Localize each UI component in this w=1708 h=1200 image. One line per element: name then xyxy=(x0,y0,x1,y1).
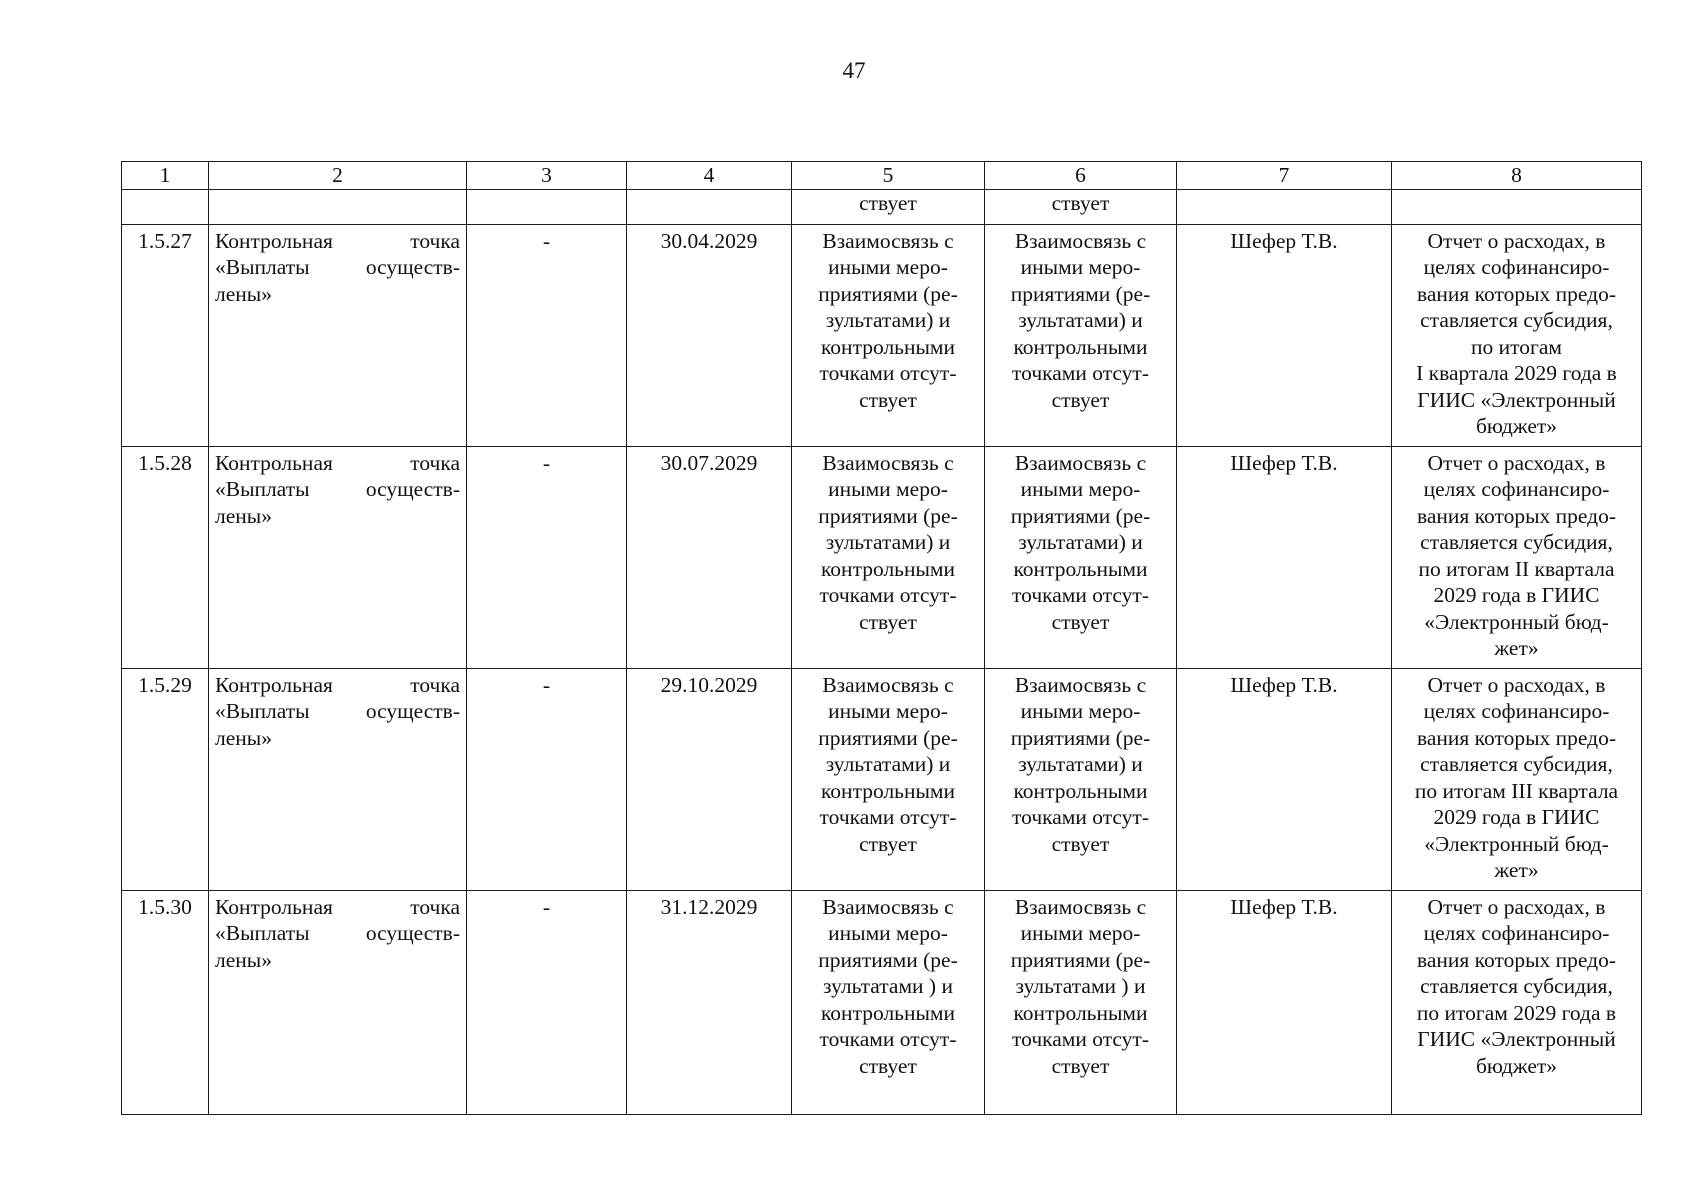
responsible-person: Шефер Т.В. xyxy=(1177,890,1392,1114)
table-row xyxy=(122,668,1642,890)
column-number: 4 xyxy=(627,162,792,190)
table-row xyxy=(122,446,1642,668)
item-name-line: «Выплаты осуществ- xyxy=(215,255,460,279)
column-number: 7 xyxy=(1177,162,1392,190)
continuation-cell xyxy=(627,189,792,224)
continuation-cell xyxy=(467,189,627,224)
item-number: 1.5.28 xyxy=(122,446,209,668)
relation-predecessors: Взаимосвязь с иными меро- приятиями (ре- зультатами ) и контрольными точками отсут- ствует xyxy=(792,890,985,1114)
item-name-line: лены» xyxy=(215,947,272,972)
report-document: Отчет о расходах, в целях софинансиро- вания которых предо- ставляется субсидия, по итогам 2029 года в ГИИС «Электронный бюджет» xyxy=(1392,890,1642,1114)
continuation-cell xyxy=(122,189,209,224)
item-name-line: Контрольная точка xyxy=(215,894,460,919)
responsible-person: Шефер Т.В. xyxy=(1177,224,1392,446)
item-name-line: Контрольная точка xyxy=(215,672,460,697)
deadline-date: 30.07.2029 xyxy=(627,446,792,668)
report-document: Отчет о расходах, в целях софинансиро- вания которых предо- ставляется субсидия, по итогам II квартала 2029 года в ГИИС «Электронный бюд- жет» xyxy=(1392,446,1642,668)
column-number-row xyxy=(122,162,1642,190)
item-name-line: «Выплаты осуществ- xyxy=(215,477,460,501)
item-name xyxy=(209,668,467,890)
item-name-line: Контрольная точка xyxy=(215,228,460,253)
relation-predecessors: Взаимосвязь с иными меро- приятиями (ре- зультатами) и контрольными точками отсут- ствует xyxy=(792,224,985,446)
table-row xyxy=(122,224,1642,446)
relation-predecessors: Взаимосвязь с иными меро- приятиями (ре- зультатами) и контрольными точками отсут- ствует xyxy=(792,668,985,890)
item-name-line: лены» xyxy=(215,281,272,306)
relation-successors: Взаимосвязь с иными меро- приятиями (ре- зультатами) и контрольными точками отсут- ствует xyxy=(985,224,1177,446)
deadline-date: 31.12.2029 xyxy=(627,890,792,1114)
deadline-date: 29.10.2029 xyxy=(627,668,792,890)
column-3-value: - xyxy=(467,224,627,446)
column-3-value: - xyxy=(467,446,627,668)
column-number: 6 xyxy=(985,162,1177,190)
table-row xyxy=(122,890,1642,1114)
item-name-line: «Выплаты осуществ- xyxy=(215,921,460,945)
item-name xyxy=(209,446,467,668)
continuation-row xyxy=(122,189,1642,224)
item-name-line: лены» xyxy=(215,725,272,750)
column-number: 3 xyxy=(467,162,627,190)
item-name-line: Контрольная точка xyxy=(215,450,460,475)
continuation-cell xyxy=(1392,189,1642,224)
column-number: 2 xyxy=(209,162,467,190)
item-number: 1.5.27 xyxy=(122,224,209,446)
continuation-cell: ствует xyxy=(985,189,1177,224)
item-name-line: «Выплаты осуществ- xyxy=(215,699,460,723)
relation-predecessors: Взаимосвязь с иными меро- приятиями (ре- зультатами) и контрольными точками отсут- ствует xyxy=(792,446,985,668)
column-number: 8 xyxy=(1392,162,1642,190)
responsible-person: Шефер Т.В. xyxy=(1177,446,1392,668)
relation-successors: Взаимосвязь с иными меро- приятиями (ре- зультатами ) и контрольными точками отсут- ствует xyxy=(985,890,1177,1114)
item-name xyxy=(209,224,467,446)
relation-successors: Взаимосвязь с иными меро- приятиями (ре- зультатами) и контрольными точками отсут- ствует xyxy=(985,446,1177,668)
report-document: Отчет о расходах, в целях софинансиро- вания которых предо- ставляется субсидия, по итогам III квартала 2029 года в ГИИС «Электронный бюд- жет» xyxy=(1392,668,1642,890)
continuation-cell xyxy=(209,189,467,224)
item-name-line: лены» xyxy=(215,503,272,528)
responsible-person: Шефер Т.В. xyxy=(1177,668,1392,890)
deadline-date: 30.04.2029 xyxy=(627,224,792,446)
continuation-cell: ствует xyxy=(792,189,985,224)
item-number: 1.5.29 xyxy=(122,668,209,890)
item-name xyxy=(209,890,467,1114)
control-points-table xyxy=(121,161,1642,1115)
column-number: 1 xyxy=(122,162,209,190)
relation-successors: Взаимосвязь с иными меро- приятиями (ре- зультатами) и контрольными точками отсут- ствует xyxy=(985,668,1177,890)
column-3-value: - xyxy=(467,668,627,890)
continuation-cell xyxy=(1177,189,1392,224)
page-number: 47 xyxy=(842,58,866,83)
item-number: 1.5.30 xyxy=(122,890,209,1114)
column-number: 5 xyxy=(792,162,985,190)
column-3-value: - xyxy=(467,890,627,1114)
report-document: Отчет о расходах, в целях софинансиро- вания которых предо- ставляется субсидия, по итогам I квартала 2029 года в ГИИС «Электронный бюджет» xyxy=(1392,224,1642,446)
